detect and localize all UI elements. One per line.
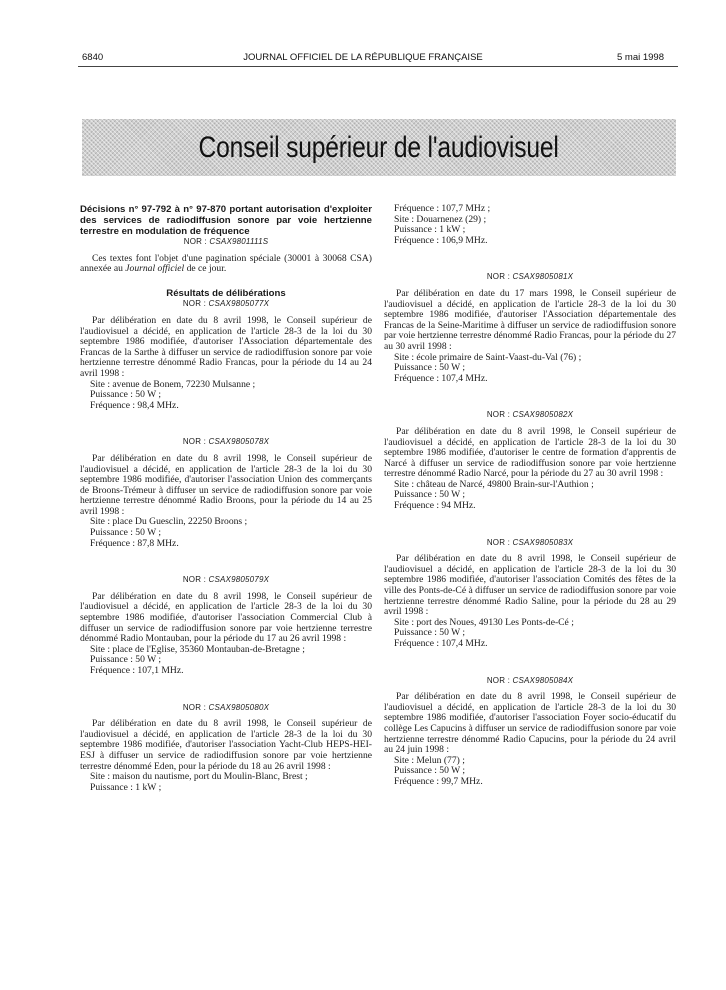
deliberation-text: Par délibération en date du 8 avril 1998, le Conseil supérieur de l'audiovisuel a décidé, en application de l'article 28-3 de la loi du 30 septembre 1986 modifiée, d'autoriser l'association Comités des fêtes de la ville des Ponts-de-Cé à diffuser un service de radiodiffusion sonore par voie hertzienne terrestre dénommé Radio Saline, pour la période du 28 au 29 avril 1998 : <box>384 553 676 618</box>
nor-label: NOR : <box>486 272 511 282</box>
nor-reference <box>384 676 676 687</box>
nor-reference <box>384 538 676 549</box>
site-line: Site : avenue de Bonem, 72230 Mulsanne ; <box>90 378 256 390</box>
intro-before: Ces textes font l'objet d'une pagination spéciale (30001 à 30068 CSA) annexée au <box>80 252 372 275</box>
site-line: Site : place Du Guesclin, 22250 Broons ; <box>90 516 248 528</box>
nor-label: NOR : <box>182 299 207 309</box>
site-line: Site : port des Noues, 49130 Les Ponts-de-Cé ; <box>394 616 574 628</box>
frequency-line: Fréquence : 107,4 MHz. <box>394 372 488 384</box>
nor-code: CSAX9805081X <box>512 272 574 282</box>
power-line: Puissance : 50 W ; <box>90 654 162 666</box>
frequency-line: Fréquence : 98,4 MHz. <box>90 399 179 411</box>
continuation-line: Fréquence : 107,7 MHz ; <box>394 203 491 214</box>
nor-reference <box>384 272 676 283</box>
nor-reference <box>80 575 372 586</box>
journal-title: JOURNAL OFFICIEL DE LA RÉPUBLIQUE FRANÇAISE <box>243 52 483 63</box>
power-line: Puissance : 50 W ; <box>394 362 466 374</box>
nor-label: NOR : <box>486 410 511 420</box>
nor-label: NOR : <box>182 575 207 585</box>
deliberation-text: Par délibération en date du 8 avril 1998, le Conseil supérieur de l'audiovisuel a décidé, en application de l'article 28-3 de la loi du 30 septembre 1986 modifiée, d'autoriser l'Association départementale des Francas de la Sarthe à diffuser un service de radiodiffusion sonore par voie hertzienne terrestre dénommé Radio Francas, pour la période du 14 au 24 avril 1998 : <box>80 314 372 379</box>
continuation-line: Fréquence : 106,9 MHz. <box>394 234 488 246</box>
frequency-line: Fréquence : 94 MHz. <box>394 500 476 512</box>
nor-reference <box>80 237 372 248</box>
power-line: Puissance : 50 W ; <box>394 627 466 639</box>
site-line: Site : école primaire de Saint-Vaast-du-Val (76) ; <box>394 351 582 363</box>
decision-title: Décisions n° 97-792 à n° 97-870 portant autorisation d'exploiter des services de radiodiffusion sonore par voie hertzienne terrestre en modulation de fréquence <box>80 204 372 237</box>
deliberation-text: Par délibération en date du 8 avril 1998, le Conseil supérieur de l'audiovisuel a décidé, en application de l'article 28-3 de la loi du 30 septembre 1986 modifiée, d'autoriser l'association Yacht-Club HEPS-HEI-ESJ à diffuser un service de radiodiffusion sonore par voie hertzienne terrestre dénommé Eden, pour la période du 18 au 26 avril 1998 : <box>80 718 372 772</box>
power-line: Puissance : 50 W ; <box>394 489 466 501</box>
intro-after: de ce jour. <box>184 263 227 275</box>
nor-label: NOR : <box>486 537 511 547</box>
nor-code: CSAX9805078X <box>208 437 270 447</box>
site-line: Site : château de Narcé, 49800 Brain-sur-l'Authion ; <box>394 478 594 490</box>
banner-title: Conseil supérieur de l'audiovisuel <box>198 130 560 164</box>
site-line: Site : Melun (77) ; <box>394 754 465 766</box>
frequency-line: Fréquence : 107,1 MHz. <box>90 665 184 676</box>
nor-reference <box>384 410 676 421</box>
nor-code: CSAX9805080X <box>208 702 270 712</box>
deliberation-text: Par délibération en date du 8 avril 1998, le Conseil supérieur de l'audiovisuel a décidé, en application de l'article 28-3 de la loi du 30 septembre 1986 modifiée, d'autoriser l'association Union des commerçants de Broons-Trémeur à diffuser un service de radiodiffusion sonore par voie hertzienne terrestre dénommé Radio Broons, pour la période du 14 au 25 avril 1998 : <box>80 452 372 517</box>
page-number: 6840 <box>82 52 104 63</box>
nor-label: NOR : <box>183 237 207 246</box>
nor-label: NOR : <box>486 675 511 685</box>
header-rule <box>78 66 678 67</box>
nor-reference <box>80 703 372 714</box>
site-line: Site : maison du nautisme, port du Moulin-Blanc, Brest ; <box>90 771 308 783</box>
nor-reference <box>80 299 372 310</box>
deliberation-text: Par délibération en date du 17 mars 1998, le Conseil supérieur de l'audiovisuel a décidé, en application de l'article 28-3 de la loi du 30 septembre 1986 modifiée, d'autoriser l'Association départementale des Francas de la Seine-Maritime à diffuser un service de radiodiffusion sonore par voie hertzienne terrestre dénommé Radio Francas, pour la période du 27 au 30 avril 1998 : <box>384 287 676 352</box>
continuation-line: Site : Douarnenez (29) ; <box>394 213 487 225</box>
power-line: Puissance : 1 kW ; <box>90 781 162 793</box>
power-line: Puissance : 50 W ; <box>90 527 162 539</box>
intro-journal: Journal officiel <box>125 263 185 275</box>
site-line: Site : place de l'Eglise, 35360 Montauban-de-Bretagne ; <box>90 643 305 655</box>
right-column <box>384 204 676 788</box>
nor-code: CSAX9801111S <box>209 237 269 246</box>
continuation-line: Puissance : 1 kW ; <box>394 224 466 236</box>
nor-code: CSAX9805083X <box>512 537 574 547</box>
intro-paragraph <box>80 254 372 275</box>
nor-label: NOR : <box>182 437 207 447</box>
nor-code: CSAX9805084X <box>512 675 574 685</box>
frequency-line: Fréquence : 99,7 MHz. <box>394 775 483 787</box>
nor-label: NOR : <box>182 702 207 712</box>
nor-code: CSAX9805082X <box>512 410 574 420</box>
nor-reference <box>80 437 372 448</box>
left-column <box>80 204 372 793</box>
power-line: Puissance : 50 W ; <box>90 389 162 401</box>
frequency-line: Fréquence : 87,8 MHz. <box>90 537 179 549</box>
deliberation-text: Par délibération en date du 8 avril 1998, le Conseil supérieur de l'audiovisuel a décidé, en application de l'article 28-3 de la loi du 30 septembre 1986 modifiée, d'autoriser l'association Foyer socio-éducatif du collège Les Capucins à diffuser un service de radiodiffusion sonore par voie hertzienne terrestre dénommé Radio Capucins, pour la période du 24 avril au 24 juin 1998 : <box>384 691 676 756</box>
nor-code: CSAX9805079X <box>208 575 270 585</box>
frequency-line: Fréquence : 107,4 MHz. <box>394 638 488 649</box>
deliberation-text: Par délibération en date du 8 avril 1998, le Conseil supérieur de l'audiovisuel a décidé, en application de l'article 28-3 de la loi du 30 septembre 1986 modifiée, d'autoriser l'association Commercial Club à diffuser un service de radiodiffusion sonore par voie hertzienne terrestre dénommé Radio Montauban, pour la période du 17 au 26 avril 1998 : <box>80 590 372 645</box>
nor-code: CSAX9805077X <box>208 299 270 309</box>
section-heading: Résultats de délibérations <box>166 287 286 299</box>
section-banner <box>82 119 676 176</box>
power-line: Puissance : 50 W ; <box>394 765 466 777</box>
issue-date: 5 mai 1998 <box>616 52 664 63</box>
deliberation-text: Par délibération en date du 8 avril 1998, le Conseil supérieur de l'audiovisuel a décidé, en application de l'article 28-3 de la loi du 30 septembre 1986 modifiée, d'autoriser le centre de formation d'apprentis de Narcé à diffuser un service de radiodiffusion sonore par voie hertzienne terrestre dénommé Radio Narcé, pour la période du 27 au 30 avril 1998 : <box>384 425 676 480</box>
